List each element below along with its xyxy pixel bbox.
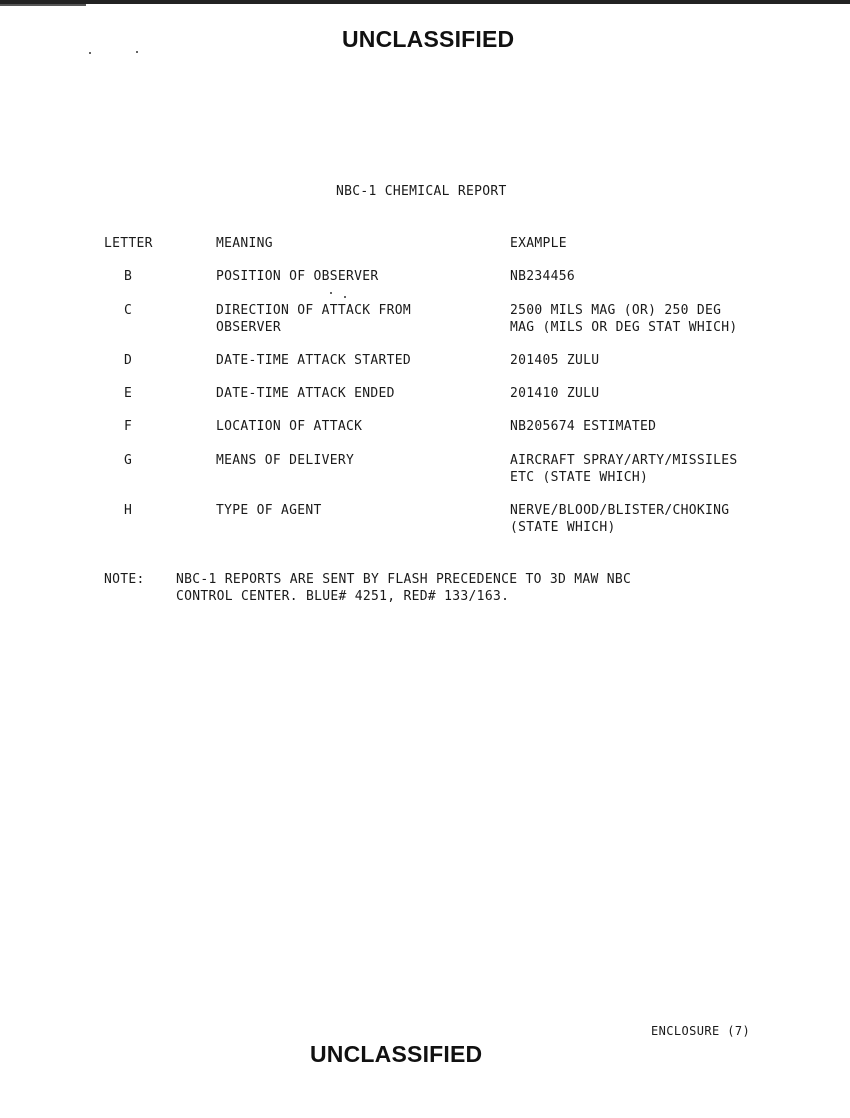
row-example xyxy=(510,352,599,369)
example-line: AIRCRAFT SPRAY/ARTY/MISSILES xyxy=(510,453,738,468)
row-letter: G xyxy=(124,453,133,468)
scan-speck xyxy=(330,292,332,294)
row-letter: E xyxy=(124,386,133,401)
example-line: 201410 ZULU xyxy=(510,386,600,401)
row-example xyxy=(510,268,575,285)
row-letter: C xyxy=(124,303,133,318)
row-meaning xyxy=(216,385,395,402)
row-letter: F xyxy=(124,419,133,434)
row-meaning xyxy=(216,352,411,369)
scan-speck xyxy=(136,51,138,53)
example-line: (STATE WHICH) xyxy=(510,520,616,535)
header-example: EXAMPLE xyxy=(510,236,567,251)
meaning-line: POSITION OF OBSERVER xyxy=(216,269,379,284)
top-border-rule-accent xyxy=(0,4,86,6)
meaning-line: DATE-TIME ATTACK STARTED xyxy=(216,353,412,368)
row-example xyxy=(510,418,656,435)
meaning-line: OBSERVER xyxy=(216,320,282,335)
row-meaning xyxy=(216,418,362,435)
meaning-line: LOCATION OF ATTACK xyxy=(216,419,363,434)
note-text xyxy=(176,571,631,605)
enclosure-label: ENCLOSURE (7) xyxy=(651,1024,751,1038)
top-border-rule xyxy=(0,0,850,4)
example-line: 201405 ZULU xyxy=(510,353,600,368)
note-line: CONTROL CENTER. BLUE# 4251, RED# 133/163. xyxy=(176,589,510,604)
meaning-line: DATE-TIME ATTACK ENDED xyxy=(216,386,395,401)
row-letter: H xyxy=(124,503,133,518)
row-meaning xyxy=(216,452,354,469)
example-line: NB205674 ESTIMATED xyxy=(510,419,657,434)
row-meaning xyxy=(216,268,379,285)
report-title: NBC-1 CHEMICAL REPORT xyxy=(336,184,507,199)
example-line: NERVE/BLOOD/BLISTER/CHOKING xyxy=(510,503,730,518)
row-meaning xyxy=(216,302,411,336)
scan-speck xyxy=(344,296,346,298)
row-example xyxy=(510,452,738,486)
row-letter: D xyxy=(124,353,133,368)
example-line: 2500 MILS MAG (OR) 250 DEG xyxy=(510,303,722,318)
classification-marking-bottom: UNCLASSIFIED xyxy=(310,1041,483,1067)
row-example xyxy=(510,302,738,336)
example-line: ETC (STATE WHICH) xyxy=(510,470,649,485)
scan-speck xyxy=(89,52,91,54)
row-example xyxy=(510,502,729,536)
example-line: MAG (MILS OR DEG STAT WHICH) xyxy=(510,320,738,335)
row-example xyxy=(510,385,599,402)
row-meaning xyxy=(216,502,322,519)
header-meaning: MEANING xyxy=(216,236,273,251)
row-letter: B xyxy=(124,269,133,284)
note-label: NOTE: xyxy=(104,572,145,587)
meaning-line: TYPE OF AGENT xyxy=(216,503,322,518)
meaning-line: MEANS OF DELIVERY xyxy=(216,453,355,468)
note-line: NBC-1 REPORTS ARE SENT BY FLASH PRECEDENCE TO 3D MAW NBC xyxy=(176,572,632,587)
example-line: NB234456 xyxy=(510,269,576,284)
meaning-line: DIRECTION OF ATTACK FROM xyxy=(216,303,412,318)
classification-marking-top: UNCLASSIFIED xyxy=(342,26,515,52)
header-letter: LETTER xyxy=(104,236,153,251)
